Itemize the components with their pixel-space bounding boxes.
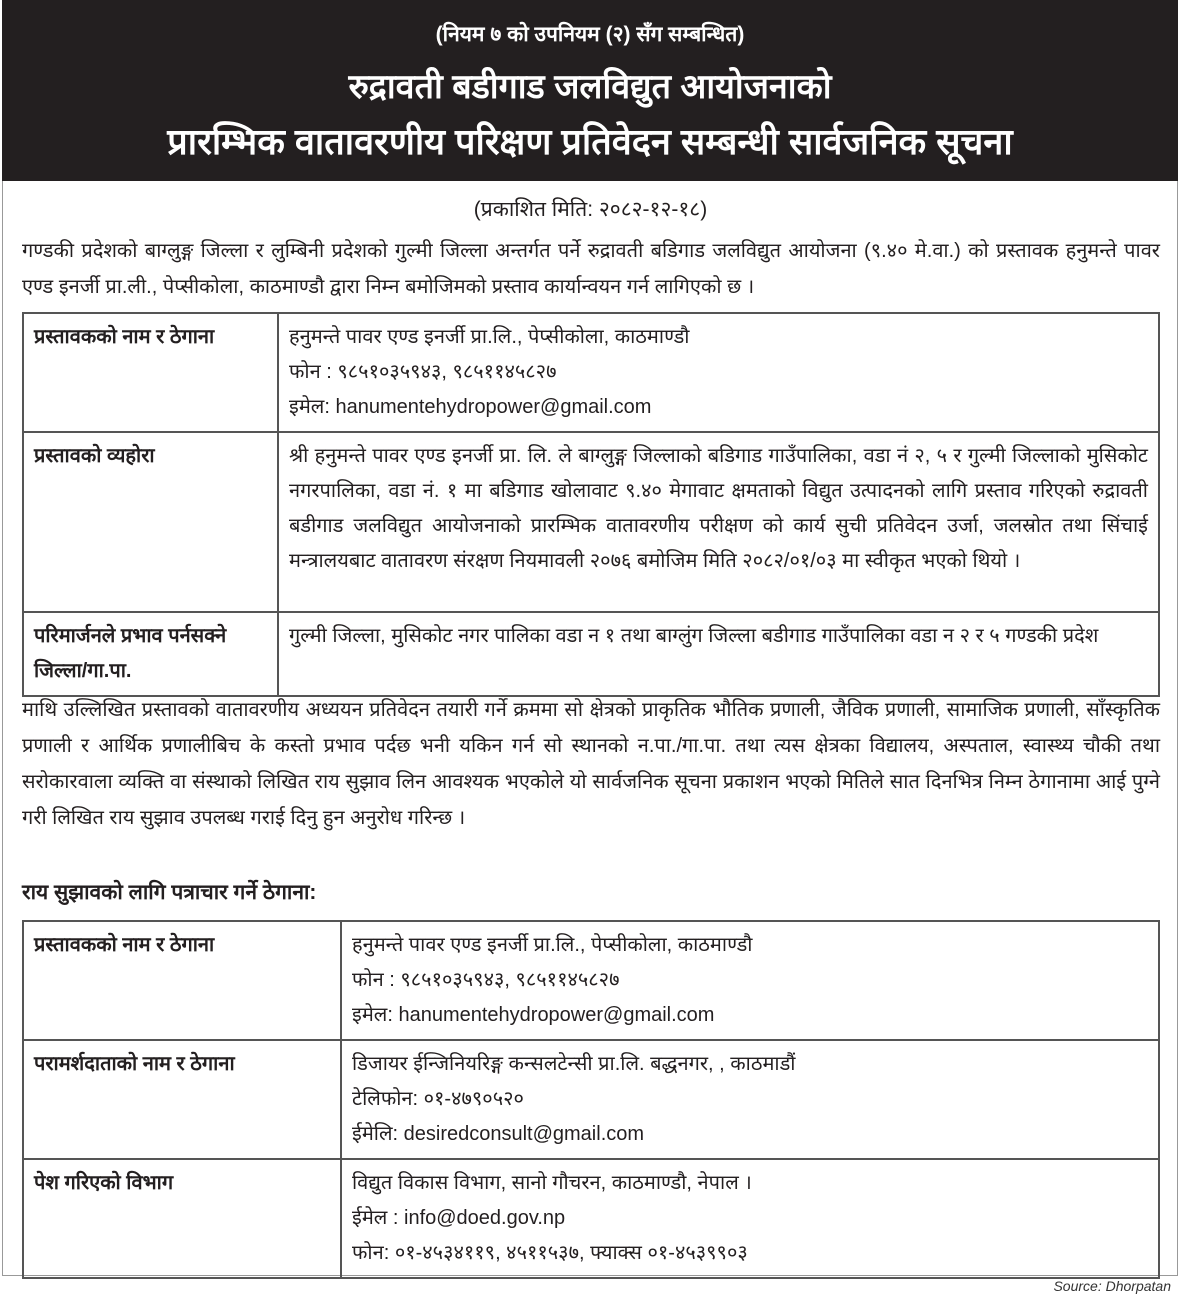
published-date: (प्रकाशित मिति: २०८२-१२-१८) [473,198,708,221]
contact-table [22,920,1160,1279]
value-line: टेलिफोन: ०१-४७९०५२० [352,1088,524,1110]
row-label: पेश गरिएको विभाग [23,1159,341,1278]
row-label: परिमार्जनले प्रभाव पर्नसक्ने जिल्ला/गा.पा. [23,612,278,696]
table-row [23,1159,1159,1278]
email-text: ईमेलि: desiredconsult@gmail.com [352,1123,645,1145]
row-label: परामर्शदाताको नाम र ठेगाना [23,1040,341,1159]
value-text: गुल्मी जिल्ला, मुसिकोट नगर पालिका वडा न १ तथा बाग्लुंग जिल्ला बडीगाड गाउँपालिका वडा न २ र ५ गण्डकी प्रदेश [278,612,1159,696]
value-line: विद्युत विकास विभाग, सानो गौचरन, काठमाण्डौ, नेपाल । [352,1172,752,1194]
proposal-table [22,312,1160,697]
value-line: फोन : ९८५१०३५९४३, ९८५११४५८२७ [352,969,620,991]
value-line: हनुमन्ते पावर एण्ड इनर्जी प्रा.लि., पेप्सीकोला, काठमाण्डौ [352,934,753,956]
table-row [23,921,1159,1040]
contact-heading: राय सुझावको लागि पत्राचार गर्ने ठेगाना: [22,881,317,904]
notice-title-line2: प्रारम्भिक वातावरणीय परिक्षण प्रतिवेदन सम्बन्धी सार्वजनिक सूचना [167,121,1013,162]
row-label: प्रस्तावकको नाम र ठेगाना [23,313,278,432]
notice-title-line1: रुद्रावती बडीगाड जलविद्युत आयोजनाको [348,68,832,106]
email-text: इमेल: hanumentehydropower@gmail.com [289,396,652,418]
value-line: हनुमन्ते पावर एण्ड इनर्जी प्रा.लि., पेप्सीकोला, काठमाण्डौ [289,326,690,348]
value-text: श्री हनुमन्ते पावर एण्ड इनर्जी प्रा. लि. ले बाग्लुङ्ग जिल्लाको बडिगाड गाउँपालिका, वडा नं २, ५ र गुल्मी जिल्लाको मुसिकोट नगरपालिका, वडा नं. १ मा बडिगाड खोलावाट ९.४० मेगावाट क्षमताको विद्युत उत्पादनको लागि प्रस्ताव गरिएको रुद्रावती बडीगाड जलविद्युत आयोजनाको प्रारम्भिक वातावरणीय परीक्षण को कार्य सुची प्रतिवेदन उर्जा, जलस्रोत तथा सिंचाई मन्त्रालयबाट वातावरण संरक्षण नियमावली २०७६ बमोजिम मिति २०८२/०१/०३ मा स्वीकृत भएको थियो । [278,432,1159,612]
table-row [23,612,1159,696]
intro-paragraph: गण्डकी प्रदेशको बाग्लुङ्ग जिल्ला र लुम्बिनी प्रदेशको गुल्मी जिल्ला अन्तर्गत पर्ने रुद्रावती बडिगाड जलविद्युत आयोजना (९.४० मे.वा.) को प्रस्तावक हनुमन्ते पावर एण्ड इनर्जी प्रा.ली., पेप्सीकोला, काठमाण्डौ द्वारा निम्न बमोजिमको प्रस्ताव कार्यान्वयन गर्न लागिएको छ । [22,240,1160,298]
row-label: प्रस्तावको व्यहोरा [23,432,278,612]
email-text: इमेल: hanumentehydropower@gmail.com [352,1004,715,1026]
email-text: ईमेल : info@doed.gov.np [352,1207,566,1229]
source-credit: Source: Dhorpatan [1053,1278,1171,1294]
table-row [23,1040,1159,1159]
value-line: फोन : ९८५१०३५९४३, ९८५११४५८२७ [289,361,557,383]
value-line: डिजायर ईन्जिनियरिङ्ग कन्सलटेन्सी प्रा.लि. बद्धनगर, , काठमाडौं [352,1053,796,1075]
table-row [23,313,1159,432]
body-paragraph: माथि उल्लिखित प्रस्तावको वातावरणीय अध्ययन प्रतिवेदन तयारी गर्ने क्रममा सो क्षेत्रको प्राकृतिक भौतिक प्रणाली, जैविक प्रणाली, सामाजिक प्रणाली, साँस्कृतिक प्रणाली र आर्थिक प्रणालीबिच के कस्तो प्रभाव पर्दछ भनी यकिन गर्न सो स्थानको न.पा./गा.पा. तथा त्यस क्षेत्रका विद्यालय, अस्पताल, स्वास्थ्य चौकी तथा सरोकारवाला व्यक्ति वा संस्थाको लिखित राय सुझाव लिन आवश्यक भएकोले यो सार्वजनिक सूचना प्रकाशन भएको मितिले सात दिनभित्र निम्न ठेगानामा आई पुग्ने गरी लिखित राय सुझाव उपलब्ध गराई दिनु हुन अनुरोध गरिन्छ । [22,699,1160,829]
row-label: प्रस्तावकको नाम र ठेगाना [23,921,341,1040]
rule-reference: (नियम ७ को उपनियम (२) सँग सम्बन्धित) [435,23,745,46]
notice-header [2,0,1178,181]
value-line: फोन: ०१-४५३४११९, ४५११५३७, फ्याक्स ०१-४५३९९०३ [352,1242,748,1264]
table-row [23,432,1159,612]
